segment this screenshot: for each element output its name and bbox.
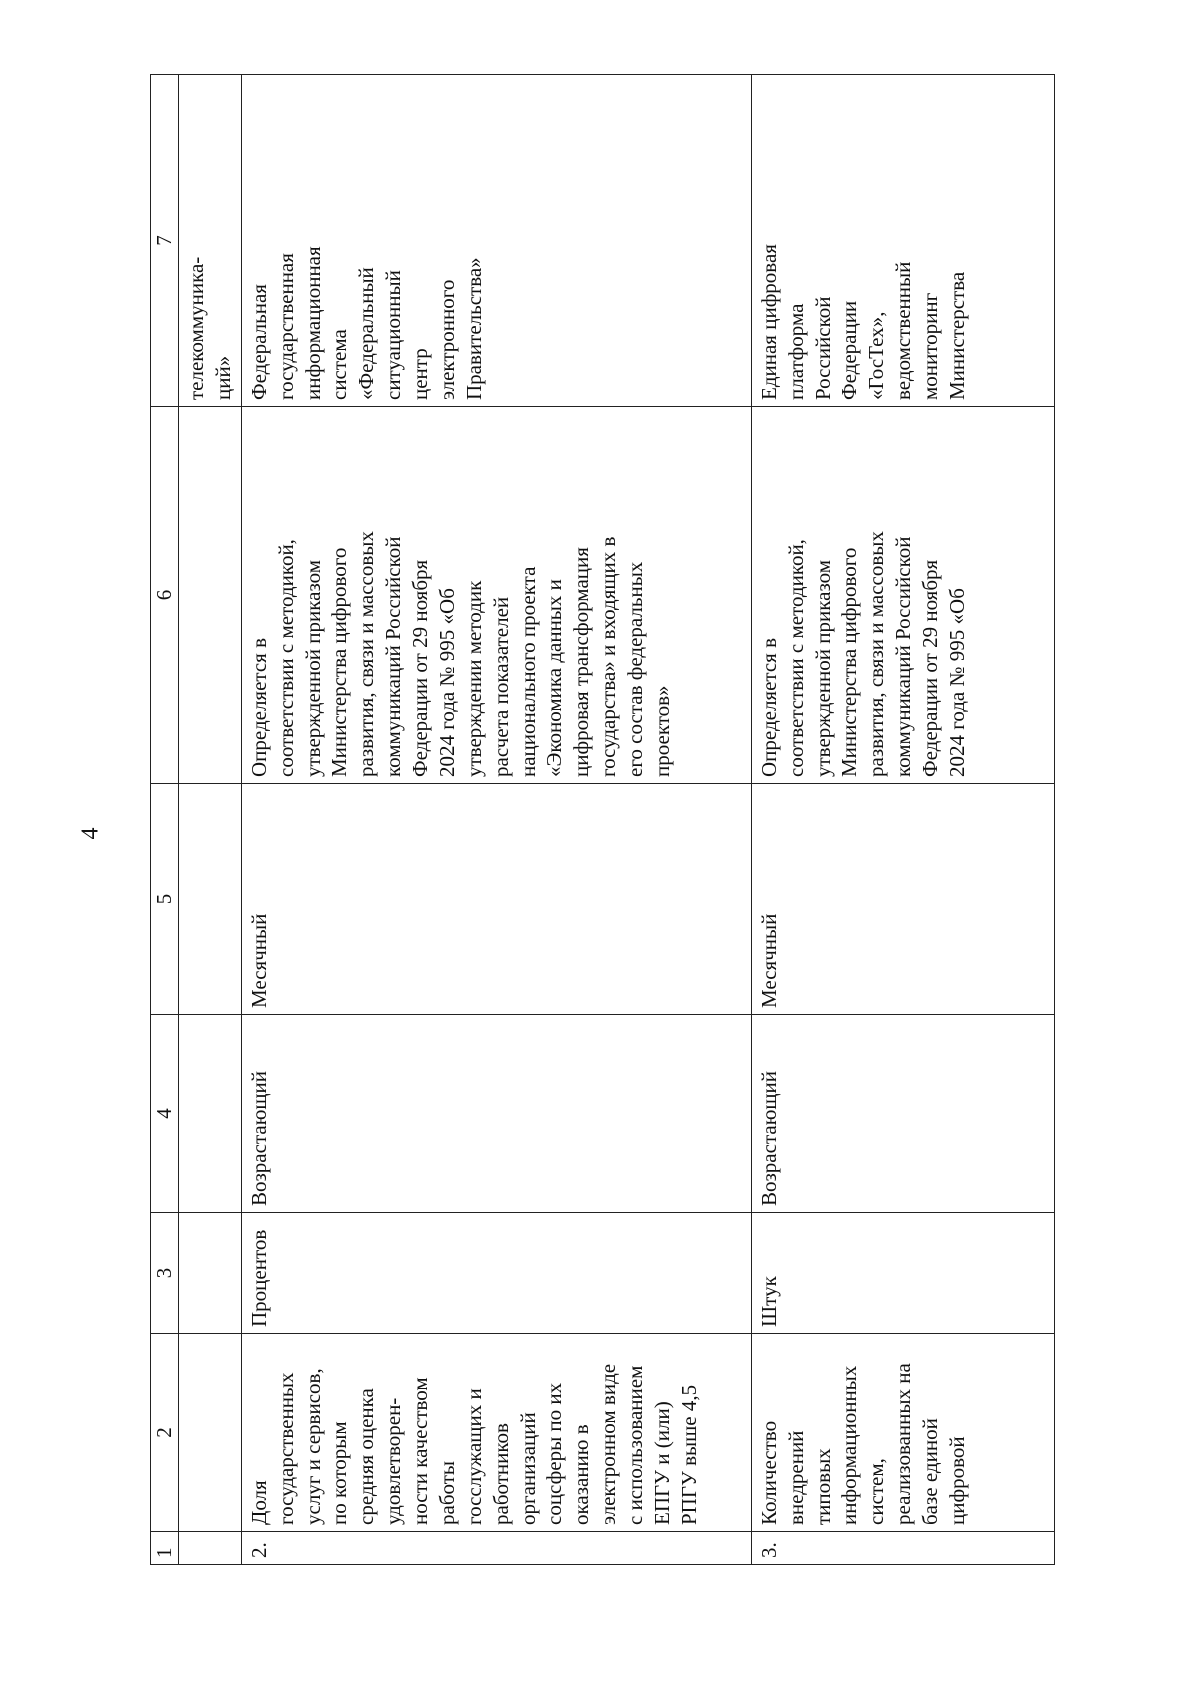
method-cell bbox=[241, 407, 751, 784]
row-number-cell bbox=[751, 1532, 1054, 1565]
indicator-name-cell bbox=[751, 1334, 1054, 1532]
column-number-5: 5 bbox=[151, 784, 179, 1015]
source-cell bbox=[241, 75, 751, 407]
trend: Возрастающий bbox=[756, 1070, 781, 1206]
continuation-row bbox=[179, 75, 242, 1565]
period: Месячный bbox=[246, 913, 271, 1008]
column-number-2: 2 bbox=[151, 1334, 179, 1532]
indicator-name: Доля государственных услуг и сервисов, по которым средняя оценка удовлетворен- ности качеством работы госслужащих и работников организаций соцсферы по их оказанию в электронном виде с использованием ЕПГУ и (или) РПГУ выше 4,5 bbox=[246, 1363, 701, 1525]
method-cell bbox=[751, 407, 1054, 784]
table-row bbox=[751, 75, 1054, 1565]
period-cell bbox=[241, 784, 751, 1015]
unit: Процентов bbox=[246, 1229, 271, 1327]
cont-cell-1 bbox=[179, 1532, 242, 1565]
indicator-name-cell bbox=[241, 1334, 751, 1532]
column-number-6: 6 bbox=[151, 407, 179, 784]
column-number-row bbox=[151, 75, 179, 1565]
column-number-3: 3 bbox=[151, 1213, 179, 1334]
trend: Возрастающий bbox=[246, 1070, 271, 1206]
cont-cell-7 bbox=[179, 75, 242, 407]
source-cell bbox=[751, 75, 1054, 407]
cont-cell-6 bbox=[179, 407, 242, 784]
trend-cell bbox=[241, 1015, 751, 1213]
column-number-1: 1 bbox=[151, 1532, 179, 1565]
source: Единая цифровая платформа Российской Федерации «ГосТех», ведомственный мониторинг Министерства bbox=[756, 244, 969, 400]
method: Определяется в соответствии с методикой, утвержденной приказом Министерства цифрового развития, связи и массовых коммуникаций Российской Федерации от 29 ноября 2024 года № 995 «Об утверждении методик расчета показателей национального проекта «Экономика данных и цифровая трансформация государства» и входящих в его состав федеральных проектов» bbox=[246, 531, 674, 777]
cont-cell-4 bbox=[179, 1015, 242, 1213]
period-cell bbox=[751, 784, 1054, 1015]
unit: Штук bbox=[756, 1276, 781, 1327]
table-row bbox=[241, 75, 751, 1565]
page-number: 4 bbox=[77, 827, 104, 840]
cont-cell-3 bbox=[179, 1213, 242, 1334]
rotated-table-container bbox=[150, 75, 1055, 1565]
period: Месячный bbox=[756, 913, 781, 1008]
continuation-source-text: телекоммуника- ций» bbox=[184, 256, 235, 400]
method: Определяется в соответствии с методикой, утвержденной приказом Министерства цифрового развития, связи и массовых коммуникаций Российской Федерации от 29 ноября 2024 года № 995 «Об bbox=[756, 531, 969, 777]
cont-cell-5 bbox=[179, 784, 242, 1015]
column-number-7: 7 bbox=[151, 75, 179, 407]
unit-cell bbox=[241, 1213, 751, 1334]
column-number-4: 4 bbox=[151, 1015, 179, 1213]
indicators-table bbox=[150, 74, 1055, 1565]
source: Федеральная государственная информационная система «Федеральный ситуационный центр электронного Правительства» bbox=[246, 246, 486, 400]
row-number-cell bbox=[241, 1532, 751, 1565]
row-number: 2. bbox=[246, 1542, 271, 1558]
row-number: 3. bbox=[756, 1542, 781, 1558]
unit-cell bbox=[751, 1213, 1054, 1334]
trend-cell bbox=[751, 1015, 1054, 1213]
indicator-name: Количество внедрений типовых информационных систем, реализованных на базе единой цифровой bbox=[756, 1363, 969, 1525]
cont-cell-2 bbox=[179, 1334, 242, 1532]
